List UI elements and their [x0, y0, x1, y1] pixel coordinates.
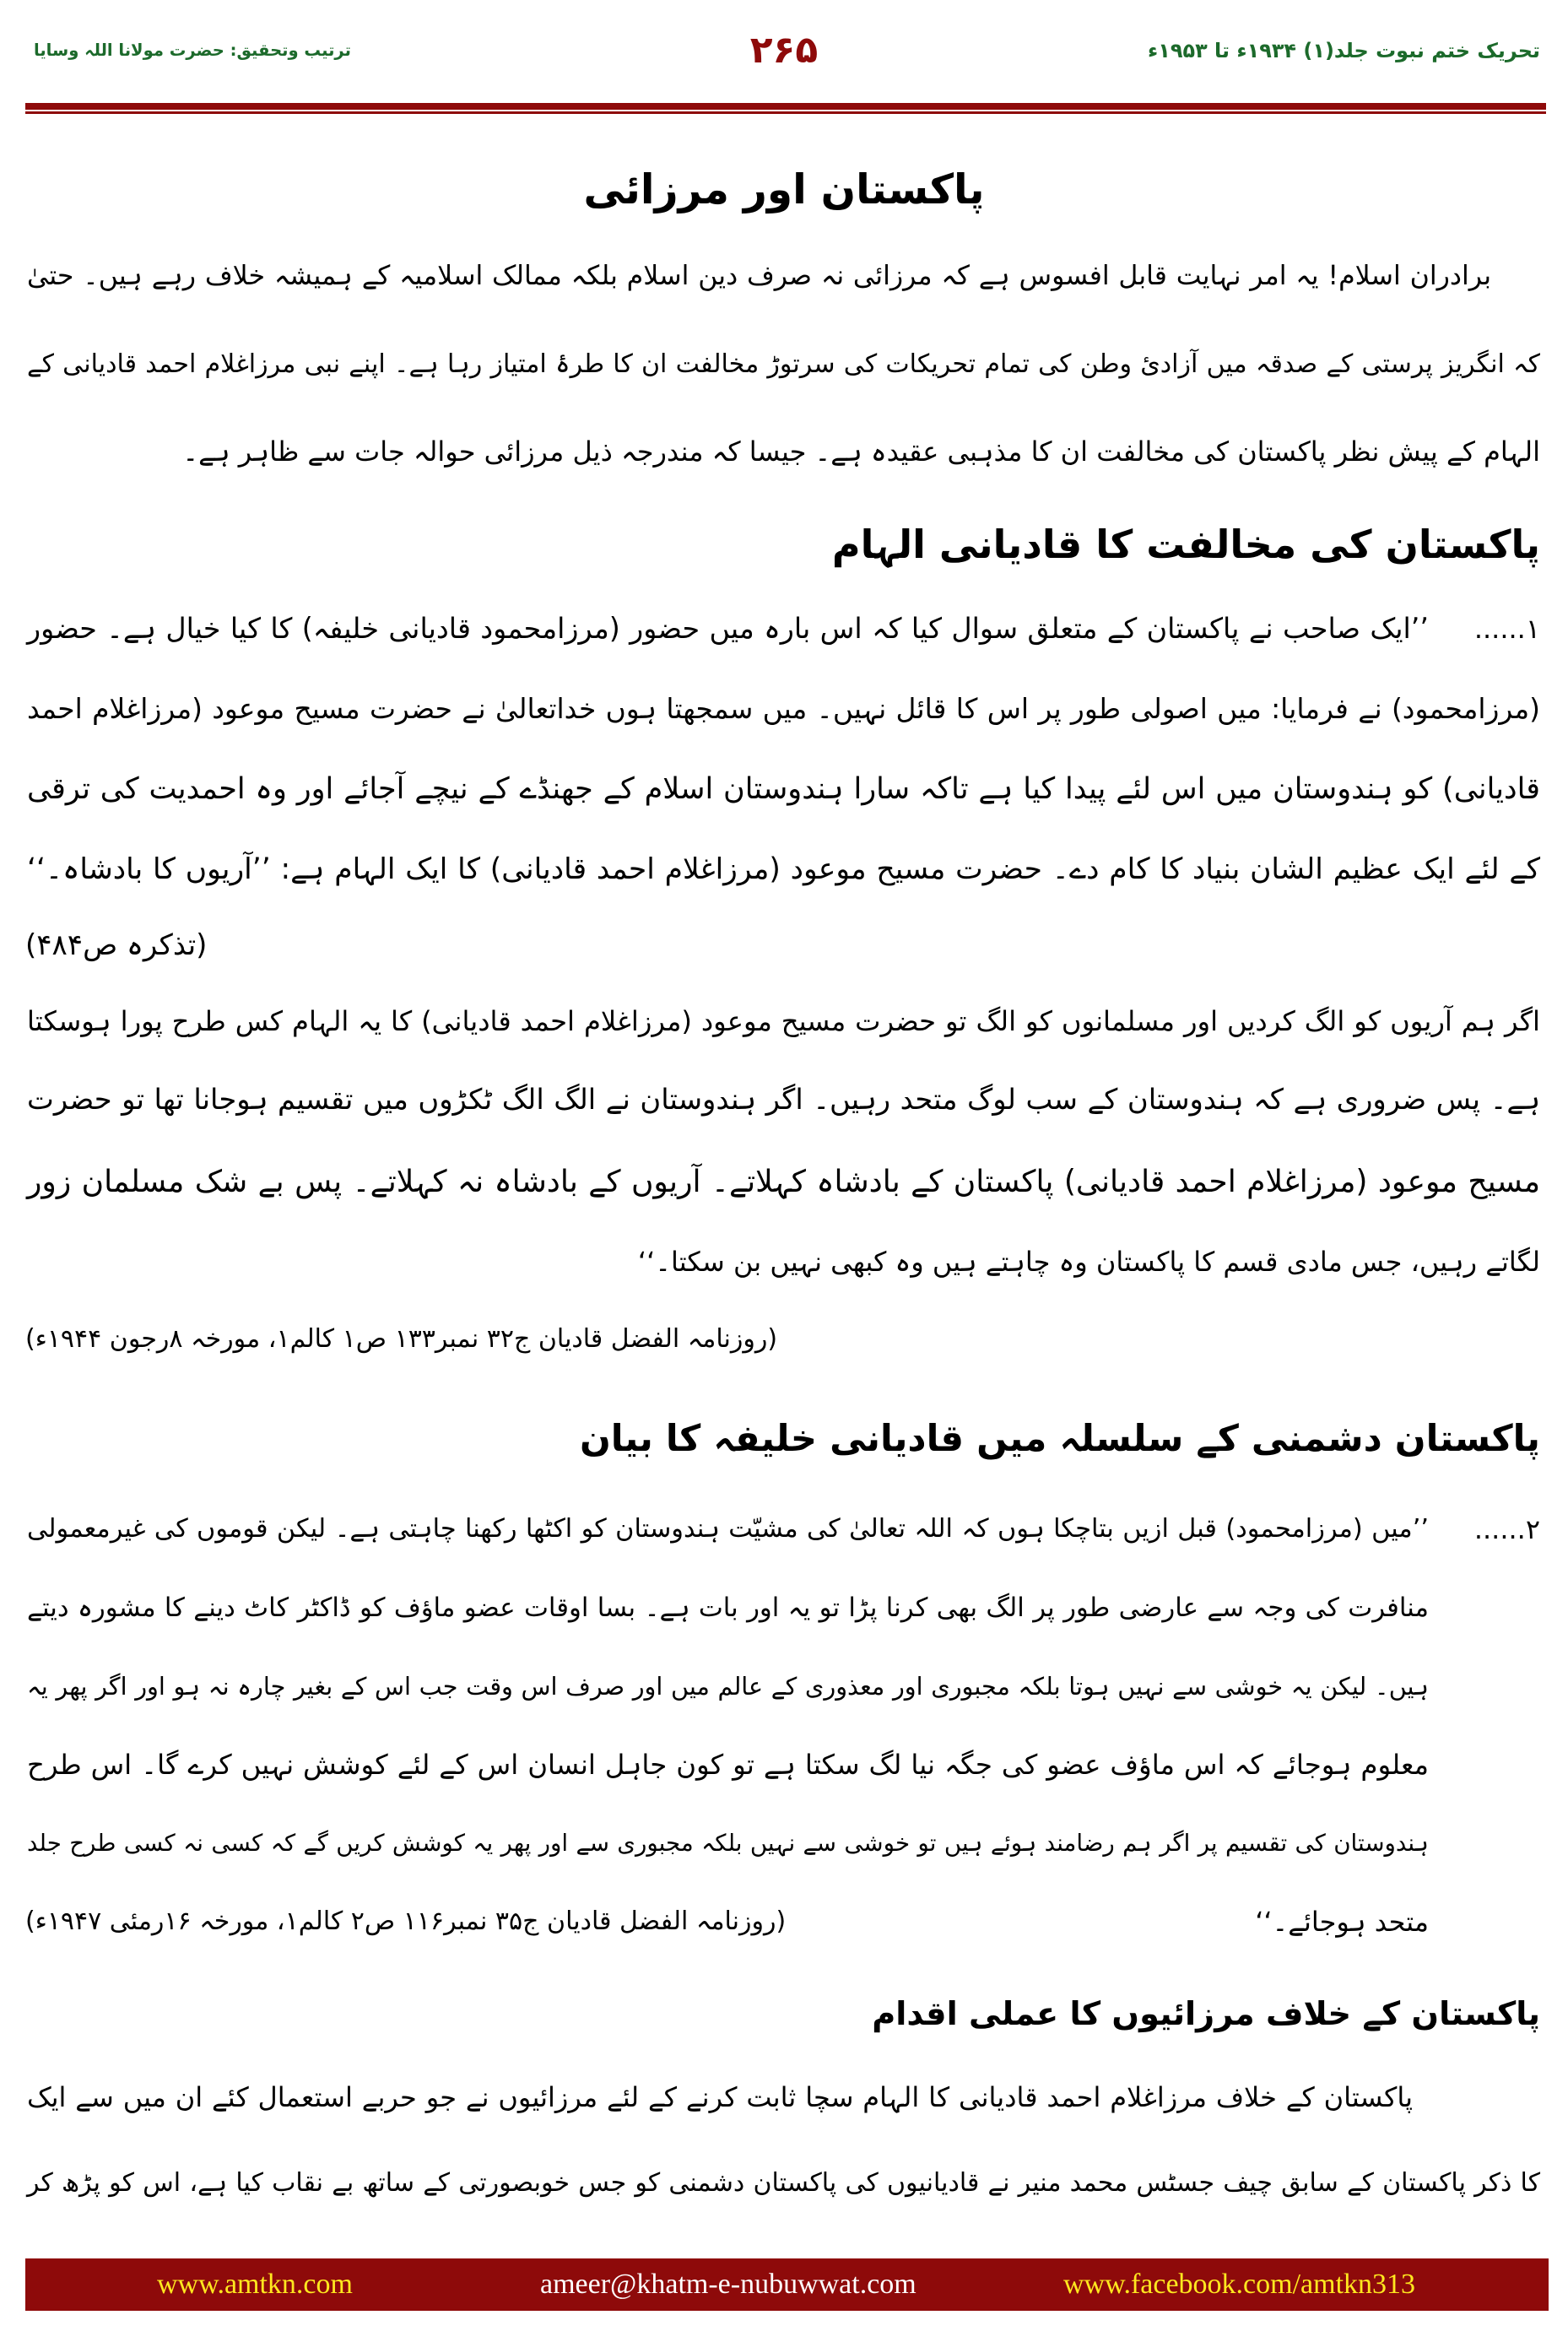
compiler-credit-header: ترتیب وتحقیق: حضرت مولانا اللہ وسایا [34, 41, 351, 60]
item-line: ہیں۔ لیکن یہ خوشی سے نہیں ہوتا بلکہ مجبوری اور معذوری کے عالم میں اور صرف اس وقت جب اس کے بغیر چارہ نہ ہو اور اگر پھر یہ [27, 1672, 1429, 1701]
section-heading: پاکستان دشمنی کے سلسلہ میں قادیانی خلیفہ کا بیان [579, 1418, 1540, 1460]
item-2-first-line [25, 1496, 1540, 1563]
paragraph-line: اگر ہم آریوں کو الگ کردیں اور مسلمانوں کو الگ تو حضرت مسیح موعود (مرزاغلام احمد قادیانی) کا یہ الہام کس طرح پورا ہوسکتا [27, 1005, 1540, 1037]
section-heading: پاکستان کی مخالفت کا قادیانی الہام [831, 522, 1540, 567]
paragraph-line: ہے۔ پس ضروری ہے کہ ہندوستان کے سب لوگ متحد رہیں۔ اگر ہندوستان نے الگ الگ ٹکڑوں میں تقسیم ہوجانا تھا تو حضرت [27, 1083, 1540, 1116]
item-line: منافرت کی وجہ سے عارضی طور پر الگ بھی کرنا پڑا تو یہ اور بات ہے۔ بسا اوقات عضو ماؤف کو ڈاکٹر کاٹ دینے کا مشورہ دیتے [27, 1593, 1429, 1623]
paragraph-line: پاکستان کے خلاف مرزاغلام احمد قادیانی کا الہام سچا ثابت کرنے کے لئے مرزائیوں نے جو حربے استعمال کئے ان میں سے ایک [27, 2081, 1413, 2113]
item-line: ہندوستان کی تقسیم پر اگر ہم رضامند ہوئے ہیں تو خوشی سے نہیں بلکہ مجبوری سے اور پھر یہ کوشش کریں گے کہ کسی نہ کسی طرح جلد [27, 1829, 1429, 1857]
newspaper-reference: (روزنامہ الفضل قادیان ج۳۵ نمبر۱۱۶ ص۲ کالم۱، مورخہ ۱۶رمئی ۱۹۴۷ء) [25, 1907, 787, 1936]
header-rule-thick [25, 103, 1546, 110]
source-citation: (تذکرہ ص۴۸۴) [25, 928, 208, 962]
item-line: معلوم ہوجائے کہ اس ماؤف عضو کی جگہ نیا لگ سکتا ہے تو کون جاہل انسان اس کے لئے کوشش نہیں کرے گا۔ اس طرح [27, 1749, 1429, 1781]
item-line: قادیانی) کو ہندوستان میں اس لئے پیدا کیا ہے تاکہ سارا ہندوستان اسلام کے جھنڈے کے نیچے آجائے اور وہ احمدیت کی ترقی [27, 772, 1540, 806]
chapter-title: پاکستان اور مرزائی [583, 166, 985, 214]
newspaper-reference: (روزنامہ الفضل قادیان ج۳۲ نمبر۱۳۳ ص۱ کالم۱، مورخہ ۸رجون ۱۹۴۴ء) [25, 1324, 778, 1354]
header-rule-thin [25, 111, 1546, 114]
item-number-marker: ۲...... [1473, 1513, 1540, 1545]
facebook-link[interactable]: www.facebook.com/amtkn313 [1063, 2269, 1416, 2300]
website-link[interactable]: www.amtkn.com [157, 2269, 353, 2300]
section-heading: پاکستان کے خلاف مرزائیوں کا عملی اقدام [872, 1995, 1540, 2033]
item-1-first-line [25, 595, 1540, 663]
item-line: متحد ہوجائے۔‘‘ [1255, 1906, 1429, 1938]
item-line: ’’ایک صاحب نے پاکستان کے متعلق سوال کیا کہ اس بارہ میں حضور (مرزامحمود قادیانی خلیفہ) کا کیا خیال ہے۔ حضور [27, 612, 1429, 645]
page-number: ۲۶۵ [749, 29, 819, 72]
item-line: کے لئے ایک عظیم الشان بنیاد کا کام دے۔ حضرت مسیح موعود (مرزاغلام احمد قادیانی) کا ایک الہام ہے: ’’آریوں کا بادشاہ۔‘‘ [27, 852, 1540, 886]
book-title-header: تحریک ختم نبوت جلد(۱) ۱۹۳۴ء تا ۱۹۵۳ء [1148, 39, 1540, 62]
item-2-last-line [25, 1888, 1429, 1955]
email-link[interactable]: ameer@khatm-e-nubuwwat.com [540, 2269, 916, 2300]
paragraph-line: مسیح موعود (مرزاغلام احمد قادیانی) پاکستان کے بادشاہ کہلاتے۔ آریوں کے بادشاہ نہ کہلاتے۔ پس بے شک مسلمان زور [27, 1164, 1540, 1199]
item-number-marker: ۱...... [1473, 613, 1540, 645]
intro-line: برادران اسلام! یہ امر نہایت قابل افسوس ہے کہ مرزائی نہ صرف دین اسلام بلکہ ممالک اسلامیہ کے ہمیشہ خلاف رہے ہیں۔ حتیٰ [27, 261, 1491, 291]
item-line: ’’میں (مرزامحمود) قبل ازیں بتاچکا ہوں کہ اللہ تعالیٰ کی مشیّت ہندوستان کو اکٹھا رکھنا چاہتی ہے۔ لیکن قوموں کی غیرمعمولی [27, 1514, 1429, 1544]
footer-bar [25, 2258, 1549, 2311]
paragraph-line: لگاتے رہیں، جس مادی قسم کا پاکستان وہ چاہتے ہیں وہ کبھی نہیں بن سکتا۔‘‘ [637, 1246, 1540, 1278]
paragraph-line: کا ذکر پاکستان کے سابق چیف جسٹس محمد منیر نے قادیانیوں کی پاکستان دشمنی کو جس خوبصورتی کے ساتھ بے نقاب کیا ہے، اس کو پڑھ کر [27, 2168, 1540, 2198]
item-line: (مرزامحمود) نے فرمایا: میں اصولی طور پر اس کا قائل نہیں۔ میں سمجھتا ہوں خداتعالیٰ نے حضرت مسیح موعود (مرزاغلام احمد [27, 692, 1540, 725]
intro-line: کہ انگریز پرستی کے صدقہ میں آزادیٔ وطن کی تمام تحریکات کی سرتوڑ مخالفت ان کا طرۂ امتیاز رہا ہے۔ اپنے نبی مرزاغلام احمد قادیانی کے [27, 349, 1540, 379]
intro-line: الہام کے پیش نظر پاکستان کی مخالفت ان کا مذہبی عقیدہ ہے۔ جیسا کہ مندرجہ ذیل مرزائی حوالہ جات سے ظاہر ہے۔ [182, 435, 1540, 468]
